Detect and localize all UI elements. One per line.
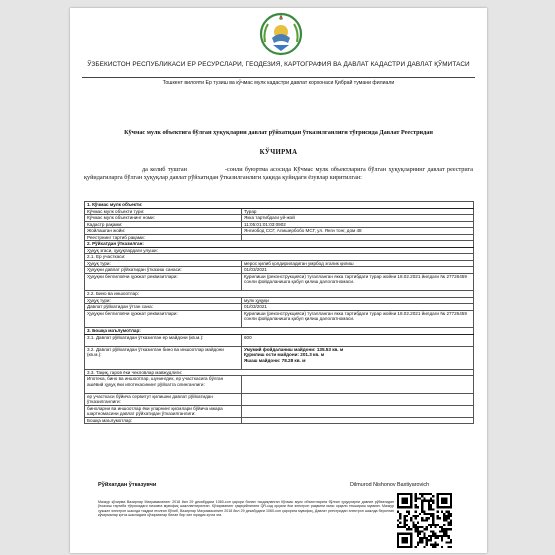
row-label: 3.1. Давлат рўйхатидан ўтказилган ер майдони (кв.м.): xyxy=(85,334,242,346)
table-row xyxy=(85,346,474,369)
document-heading: КЎЧИРМА xyxy=(259,149,298,156)
row-value xyxy=(242,417,474,424)
table-row xyxy=(85,273,474,291)
row-value xyxy=(242,376,474,394)
section-label: Ҳуқуқ эгаси, ҳуқуқлардаги улуши: xyxy=(85,247,474,254)
row-value: Турар xyxy=(242,208,474,215)
state-emblem-icon xyxy=(259,12,303,56)
row-label: Кўчмас мулк объекти тури: xyxy=(85,208,242,215)
row-value: 600 xyxy=(242,334,474,346)
row-label: биноларни ва иншоотлар ёки уларнинг қисмлари бўйича ижара шартномасини давлат рўйхатидан ўтказилганлиги: xyxy=(85,405,242,417)
table-row xyxy=(85,310,474,328)
row-label: Кадастр рақами: xyxy=(85,221,242,228)
registry-extract-page xyxy=(70,8,487,553)
area-line: Умумий фойдаланиш майдони: 135.53 кв. м xyxy=(244,346,344,352)
row-value: Якка тартибдаги уй-жой xyxy=(242,215,474,222)
legal-note: Мазкур кўчирма Вазирлар Маҳкамасининг 2018 йил 29 декабрдаги 1060-сон қарори билан тасдиқланган Кўчмас мулк объектларига бўлган ҳуқуқларни давлат рўйхатидан ўтказиш тартиби тўғрисидаги низомга мувофиқ шакллантирилган. Кўчирманинг ҳақиқийлигини QR-код орқали ёки электрон рақамли имзо орқали текшириш мумкин. Мазкур ҳужжат электрон шаклда тақдим этилган бўлиб, Вазирлар Маҳкамасининг 2018 йил 29 декабрдаги 1060-сон қарорига мувофиқ, Давлат реестридан электрон шаклда берилган кўчирмалар қоғоз шаклидаги кўчирмалар билан бир хил юридик кучга эга. xyxy=(98,500,394,518)
row-value: 01/03/2021 xyxy=(242,304,474,311)
row-value: мерос қилиб қолдириладиган умрбод эгалик қилиш xyxy=(242,260,474,267)
intro-body-text: -сонли буюртма асосида Кўчмас мулк объектларига бўлган ҳуқуқларнинг давлат реестрига қуйидагиларга бўлган ҳуқуқлар давлат рўйхатидан ўтказилганлиги ҳақида қуйидаги ёзувлар киритилган: xyxy=(84,166,474,181)
row-label: 3.2. Давлат рўйхатидан ўтказилган бино ва иншоотлар майдони (кв.м.): xyxy=(85,346,242,369)
row-value: 01/03/2021 xyxy=(242,267,474,274)
section-label: 3. Бошқа маълумотлар: xyxy=(85,328,474,335)
area-line: Яшаш майдони: 78.28 кв. м xyxy=(244,357,306,363)
row-value xyxy=(242,393,474,405)
section-label: 3.3. Тақиқ, гаров ёки чекловлар мавжудлиги: xyxy=(85,369,474,376)
row-label: Бошқа маълумотлар: xyxy=(85,417,242,424)
table-row xyxy=(85,393,474,405)
registrar-label: Рўйхатдан ўтказувчи xyxy=(98,482,157,488)
row-label: Ҳуқуқни белгиловчи ҳужжат реквизитлари: xyxy=(85,310,242,328)
section-label: 2.1. Ер участкаси: xyxy=(85,254,474,261)
intro-paragraph xyxy=(84,166,473,181)
table-row xyxy=(85,334,474,346)
branch-name: Тошкент вилояти Ер тузиш ва кўчмас мулк кадастри давлат корхонаси Қибрай тумани филиали xyxy=(162,80,395,86)
row-label: Реестрнинг тартиб рақами: xyxy=(85,234,242,241)
table-row xyxy=(85,405,474,417)
section-label: 2. Рўйхатдан ўтказилган: xyxy=(85,241,474,248)
intro-date-text: да келиб тушган xyxy=(142,166,187,173)
row-value xyxy=(242,346,474,369)
row-value: 11:05:01:01:03:0902 xyxy=(242,221,474,228)
row-value: мулк ҳуқуқи xyxy=(242,297,474,304)
row-label: Давлат рўйхатидан ўтган сана: xyxy=(85,304,242,311)
row-label: ер участкаси бўйича сервитут қилишни давлат рўйхатидан ўтказилганлиги: xyxy=(85,393,242,405)
organization-name: ЎЗБЕКИСТОН РЕСПУБЛИКАСИ ЕР РЕСУРСЛАРИ, ГЕОДЕЗИЯ, КАРТОГРАФИЯ ВА ДАВЛАТ КАДАСТРИ ДАВЛАТ ҚЎМИТАСИ xyxy=(87,61,470,68)
row-label: Жойлашган жойи: xyxy=(85,228,242,235)
registry-table xyxy=(84,201,474,424)
row-value xyxy=(242,405,474,417)
table-row xyxy=(85,417,474,424)
registrar-name: Dilmurod Nishonov Baxtiyarovich xyxy=(350,482,430,488)
header-divider xyxy=(82,77,475,78)
row-value: Қурилиши (реконструкцияси) тугалланган якка тартибдаги турар жойни 18.02.2021 йилдаги № 27726459 сонли фойдаланишга қабул қилиш далолатномаси. xyxy=(242,310,474,328)
row-label: Ҳуқуқни давлат рўйхатидан ўтказиш санаси: xyxy=(85,267,242,274)
row-label: Кўчмас мулк объектининг номи: xyxy=(85,215,242,222)
document-title: Кўчмас мулк объектига бўлган ҳуқуқларни давлат рўйхатидан ўтказилганлиги тўғрисида Давлат Реестридан xyxy=(124,129,433,136)
qr-code[interactable] xyxy=(397,493,452,548)
section-label: 1. Кўчмас мулк объекти: xyxy=(85,202,474,209)
row-label: Ҳуқуқ тури: xyxy=(85,297,242,304)
row-label: Ҳуқуқ тури: xyxy=(85,260,242,267)
row-label: Ҳуқуқни белгиловчи ҳужжат реквизитлари: xyxy=(85,273,242,291)
row-value: Қурилиши (реконструкцияси) тугалланган якка тартибдаги турар жойни 18.02.2021 йилдаги № 27726459 сонли фойдаланишга қабул қилиш далолатномаси. xyxy=(242,273,474,291)
row-value: Янгиобод ССГ, Алишербобо МСГ, ул. Янги тонг, дом 48 xyxy=(242,228,474,235)
area-line: Қурилиш ости майдони: 201.3 кв. м xyxy=(244,352,325,357)
section-label: 2.2. Бино ва иншоотлар: xyxy=(85,291,474,298)
table-row xyxy=(85,376,474,394)
row-label: Ипотека, бино ва иншоотлар, шунингдек, ер участкасига бўлган ашёвий ҳуқуқ ёки ипотекасининг рўйхатга олинганлиги: xyxy=(85,376,242,394)
